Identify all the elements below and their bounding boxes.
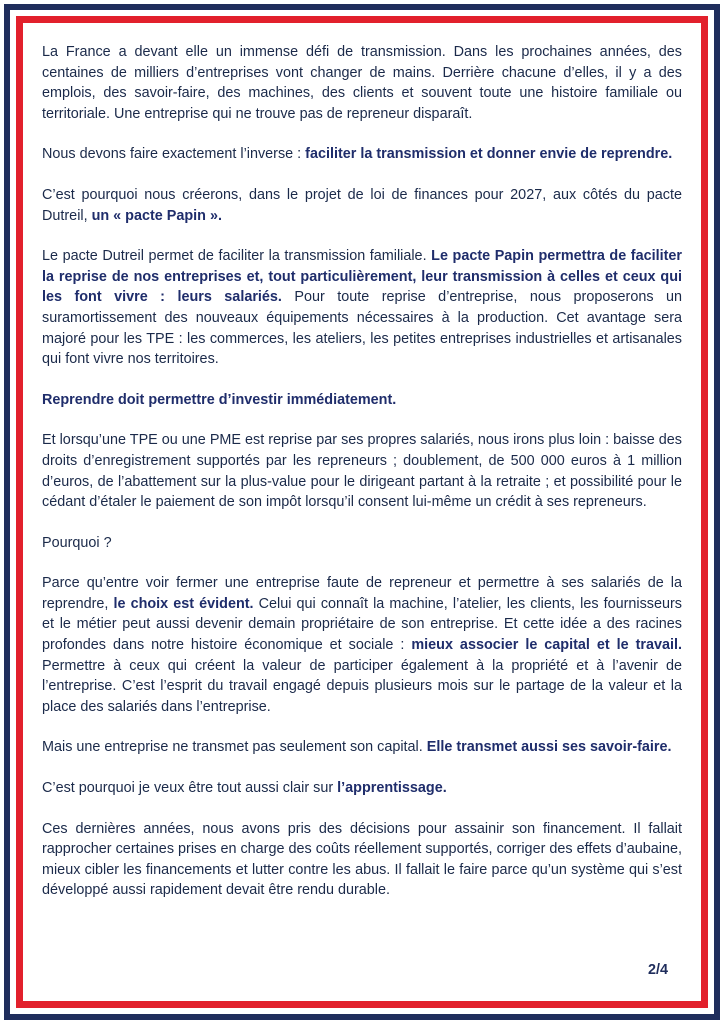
paragraph-7 — [42, 533, 682, 554]
text-run: Nous devons faire exactement l’inverse : — [42, 146, 306, 163]
text-run: Ces dernières années, nous avons pris des décisions pour assainir son financement. Il fallait rapprocher certaines prises en charge des coûts réellement supportés, corriger des effets d’aubaine, mieux cibler les financements et lutter contre les abus. Il fallait le faire parce qu’un système qui s’est développé aussi rapidement devait être rendu durable. — [42, 820, 682, 899]
body-text — [42, 42, 682, 921]
text-run: Pour toute reprise d’entreprise, nous proposerons un suramortissement des nouveaux équipements nécessaires à la production. Cet avantage sera majoré pour les TPE : les commerces, les ateliers, les petites entreprises industrielles et artisanales qui font vivre nos territoires. — [42, 289, 682, 368]
bold-text: mieux associer le capital et le travail. — [411, 637, 682, 654]
paragraph-10 — [42, 778, 682, 799]
text-run: Le pacte Dutreil permet de faciliter la transmission familiale. — [42, 248, 432, 265]
bold-text: faciliter la transmission et donner envie de reprendre. — [305, 146, 673, 163]
page-number: 2/4 — [647, 962, 668, 978]
paragraph-4 — [42, 246, 682, 370]
bold-text: un « pacte Papin ». — [91, 207, 222, 224]
paragraph-1 — [42, 42, 682, 124]
text-run: C’est pourquoi nous créerons, dans le projet de loi de finances pour 2027, aux côtés du pacte Dutreil, — [42, 186, 682, 224]
text-run: La France a devant elle un immense défi de transmission. Dans les prochaines années, des centaines de milliers d’entreprises vont changer de mains. Derrière chacune d’elles, il y a des emplois, des savoir-faire, des machines, des clients et souvent toute une histoire familiale ou territoriale. Une entreprise qui ne trouve pas de repreneur disparaît. — [42, 44, 682, 122]
bold-text: Reprendre doit permettre d’investir immédiatement. — [42, 391, 397, 408]
paragraph-6 — [42, 430, 682, 512]
paragraph-3 — [42, 185, 682, 226]
paragraph-11 — [42, 819, 682, 901]
bold-text: Elle transmet aussi ses savoir-faire. — [426, 739, 672, 756]
paragraph-2 — [42, 144, 682, 165]
text-run: Et lorsqu’une TPE ou une PME est reprise par ses propres salariés, nous irons plus loin : baisse des droits d’enregistrement supportés par les repreneurs ; doublement, de 500 000 euros à 1 million d’euros, de l’abattement sur la plus-value pour le dirigeant partant à la retraite ; et possibilité pour le cédant d’étaler le paiement de son impôt lorsqu’il consent lui-même un crédit à ses repreneurs. — [42, 432, 682, 511]
text-run: Mais une entreprise ne transmet pas seulement son capital. — [42, 739, 427, 756]
text-run: Pourquoi ? — [42, 534, 112, 551]
paragraph-9 — [42, 737, 682, 758]
bold-text: l’apprentissage. — [337, 780, 447, 797]
text-run: C’est pourquoi je veux être tout aussi clair sur — [42, 780, 338, 797]
paragraph-5 — [42, 390, 682, 411]
text-run: Permettre à ceux qui créent la valeur de participer également à la propriété et à l’avenir de l’entreprise. C’est l’esprit du travail engagé depuis plusieurs mois sur le partage de la valeur et la place des salariés dans l’entreprise. — [42, 657, 682, 715]
paragraph-8 — [42, 573, 682, 717]
text-run: Celui qui connaît la machine, l’atelier, les clients, les fournisseurs et le métier peut aussi devenir demain propriétaire de son entreprise. Et cette idée a des racines profondes dans notre histoire économique et sociale : — [42, 595, 682, 654]
bold-text: Le pacte Papin permettra de faciliter la reprise de nos entreprises et, tout particulièrement, leur transmission à celles et ceux qui les font vivre : leurs salariés. — [42, 248, 682, 306]
text-run: Parce qu’entre voir fermer une entreprise faute de repreneur et permettre à ses salariés de la reprendre, — [42, 575, 682, 612]
bold-text: le choix est évident. — [113, 595, 254, 612]
